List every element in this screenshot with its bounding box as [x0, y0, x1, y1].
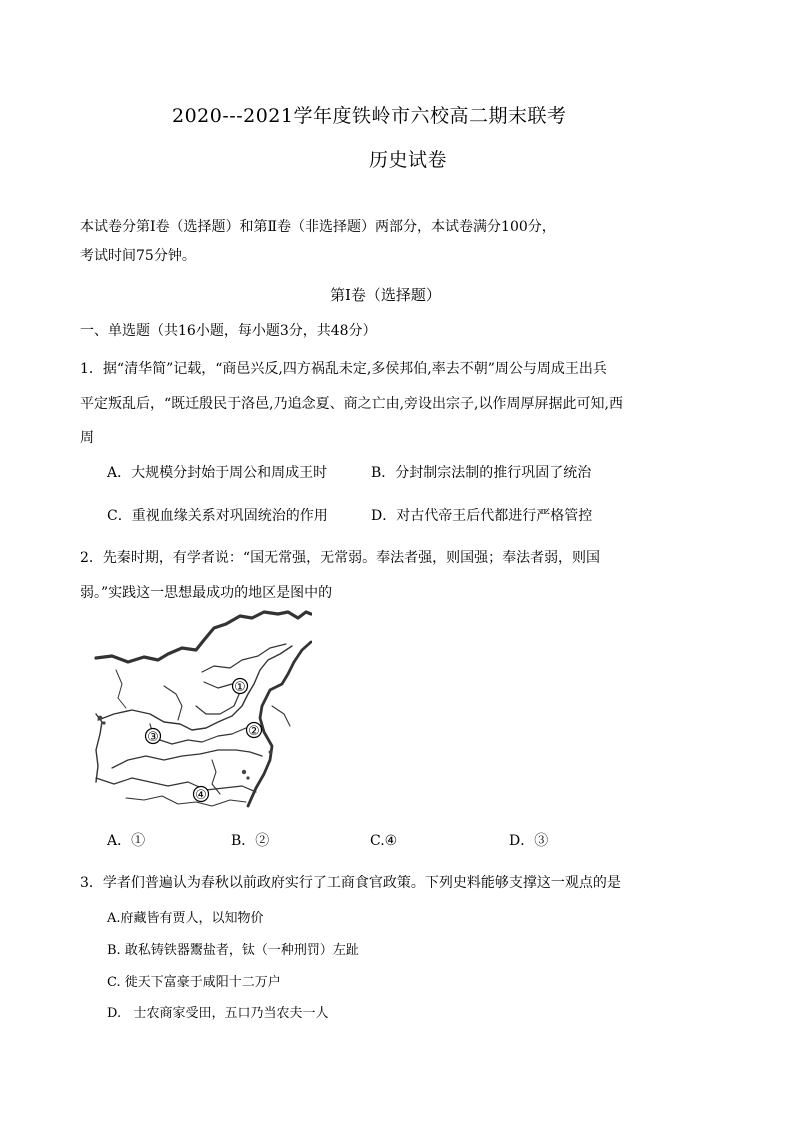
q2-option-a: A．① [107, 833, 146, 849]
map-marker-3 [146, 729, 161, 746]
q3-option-d: D. 士农商家受田，五口乃当农夫一人 [107, 1006, 329, 1021]
intro-line-2: 考试时间75分钟。 [80, 248, 196, 264]
section-heading: 一、单选题（共16小题，每小题3分，共48分） [80, 323, 377, 339]
q2-line-1: 2．先秦时期，有学者说：“国无常强，无常弱。奉法者强，则国强；奉法者弱，则国 [80, 550, 601, 566]
q1-line-2: 平定叛乱后，“既迁殷民于洛邑,乃追念夏、商之亡由,旁设出宗子,以作周厚屏据此可知,西 [80, 396, 623, 412]
q1-option-a: A．大规模分封始于周公和周成王时 [107, 465, 328, 481]
map-marker-2 [247, 723, 262, 740]
map-label-3: ③ [147, 730, 159, 745]
q2-option-c: C.④ [370, 833, 398, 849]
map-label-1: ① [234, 680, 246, 695]
q1-option-d: D．对古代帝王后代都进行严格管控 [371, 508, 593, 524]
q1-option-c: C．重视血缘关系对巩固统治的作用 [107, 508, 328, 524]
intro-line-1: 本试卷分第Ⅰ卷（选择题）和第Ⅱ卷（非选择题）两部分，本试卷满分100分， [80, 219, 556, 235]
q3-line-1: 3．学者们普遍认为春秋以前政府实行了工商食官政策。下列史料能够支撑这一观点的是 [80, 875, 621, 891]
q3-option-b: B. 敢私铸铁器鬻盐者，钛（一种刑罚）左趾 [107, 943, 359, 958]
part-heading: 第Ⅰ卷（选择题） [330, 286, 441, 304]
map-label-2: ② [248, 724, 260, 739]
q2-option-b: B．② [231, 833, 270, 849]
subject-title: 历史试卷 [369, 149, 448, 171]
ancient-china-map [92, 610, 312, 810]
map-label-4: ④ [195, 788, 207, 803]
q1-line-3: 周 [80, 430, 94, 446]
q2-option-d: D．③ [509, 833, 549, 849]
map-marker-1 [233, 679, 248, 696]
map-marker-4 [194, 787, 209, 804]
q3-option-a: A.府藏皆有贾人，以知物价 [107, 911, 264, 926]
q1-line-1: 1．据“清华简”记载，“商邑兴反,四方祸乱未定,多侯邦伯,率去不朝”周公与周成王出兵 [80, 361, 607, 377]
exam-title: 2020---2021学年度铁岭市六校高二期末联考 [172, 105, 567, 127]
q2-line-2: 弱。”实践这一思想最成功的地区是图中的 [80, 585, 333, 601]
q1-option-b: B．分封制宗法制的推行巩固了统治 [371, 465, 592, 481]
q3-option-c: C. 徙天下富豪于咸阳十二万户 [107, 975, 281, 990]
